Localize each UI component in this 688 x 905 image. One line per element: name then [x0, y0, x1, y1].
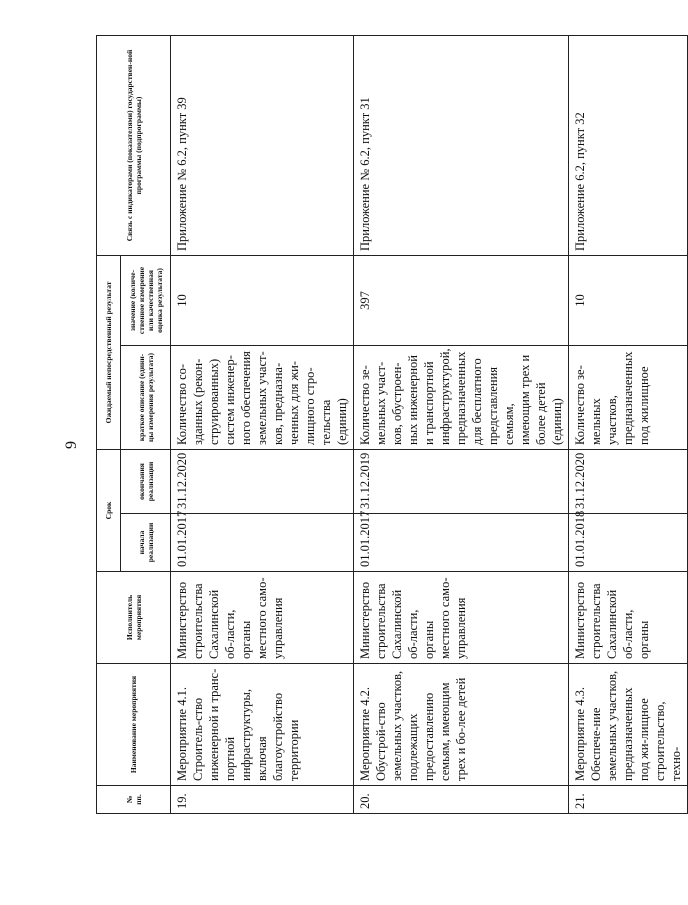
header-executor: Исполнитель мероприятия [97, 572, 171, 664]
row-short-desc: Количество зе-мельных участ-ков, обустроен-ных инженерной и транспортной инфраструктурой, предназначенных для бесплатного представления семьям, имеющим трех и более детей (единиц) [354, 345, 569, 449]
row-value: 397 [354, 255, 569, 345]
table-row [569, 35, 688, 813]
row-start: 01.01.2017 [354, 514, 569, 572]
row-executor: Министерство строительства Сахалинской об-ласти, органы [569, 572, 688, 664]
row-value: 10 [171, 255, 354, 345]
row-name: Мероприятие 4.2. Обустрой-ство земельных участков, подлежащих предоставлению семьям, имеющим трех и бо-лее детей [354, 664, 569, 786]
rotated-table-wrapper [96, 36, 683, 814]
row-name: Мероприятие 4.1. Строитель-ство инженерной и транс-портной инфраструктуры, включая благоустройство территории [171, 664, 354, 786]
header-end: окончания реализации [121, 449, 171, 513]
row-short-desc: Количество со-зданных (рекон-струированных) систем инженер-ного обеспечения земельных участ-ков, предназна-ченных для жи-лищного стро-тельства (единиц) [171, 345, 354, 449]
header-expected: Ожидаемый непосредственный результат [97, 255, 121, 449]
header-link: Связь с индикаторами (показателями) государствен-ной программы (подпрограммы) [97, 35, 171, 255]
header-short-desc: краткое описание (едини-цы измерения результата) [121, 345, 171, 449]
header-value: значение (количе-ственное измерение или качественная оценка результата) [121, 255, 171, 345]
header-start: начала реализации [121, 514, 171, 572]
row-short-desc: Количество зе-мельных участков, предназначенных под жилищное [569, 345, 688, 449]
header-term: Срок [97, 449, 121, 571]
header-num: № пп. [97, 786, 171, 814]
row-name: Мероприятие 4.3. Обеспече-ние земельных участков, предназначенных под жи-лищное строительство, техно- [569, 664, 688, 786]
row-num: 21. [569, 786, 688, 814]
row-end: 31.12.2020 [171, 449, 354, 513]
activities-table [96, 35, 688, 814]
row-num: 20. [354, 786, 569, 814]
page-number: 9 [63, 441, 80, 449]
row-end: 31.12.2020 [569, 449, 688, 513]
row-executor: Министерство строительства Сахалинской об-ласти, органы местного само-управления [354, 572, 569, 664]
row-start: 01.01.2017 [171, 514, 354, 572]
row-value: 10 [569, 255, 688, 345]
header-name: Наименование мероприятия [97, 664, 171, 786]
table-row [171, 35, 354, 813]
row-link: Приложение № 6.2, пункт 39 [171, 35, 354, 255]
row-link: Приложение 6.2, пункт 32 [569, 35, 688, 255]
row-link: Приложение № 6.2, пункт 31 [354, 35, 569, 255]
row-executor: Министерство строительства Сахалинской об-ласти, органы местного само-управления [171, 572, 354, 664]
row-num: 19. [171, 786, 354, 814]
row-start: 01.01.2018 [569, 514, 688, 572]
table-row [354, 35, 569, 813]
row-end: 31.12.2019 [354, 449, 569, 513]
